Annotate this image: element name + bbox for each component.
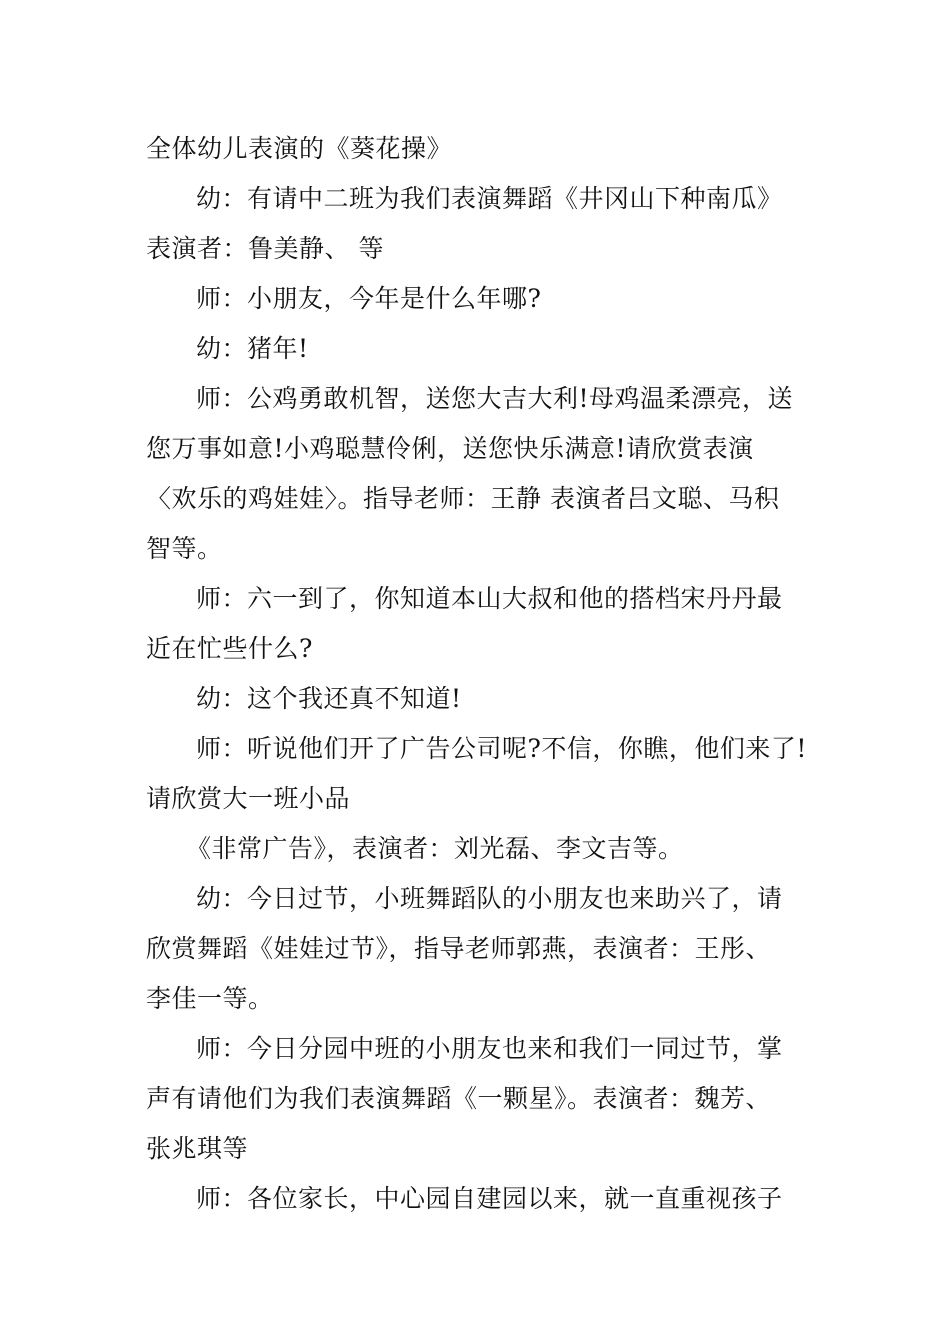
text-line-4: 师：小朋友，今年是什么年哪? — [196, 284, 542, 313]
text-line-15: 《非常广告》，表演者：刘光磊、李文吉等。 — [186, 834, 684, 863]
text-line-7: 您万事如意!小鸡聪慧伶俐，送您快乐满意!请欣赏表演 — [146, 434, 754, 463]
text-line-3: 表演者：鲁美静、 等 — [146, 234, 384, 263]
text-line-16: 幼：今日过节，小班舞蹈队的小朋友也来助兴了，请 — [196, 884, 783, 913]
text-line-20: 声有请他们为我们表演舞蹈《一颗星》。表演者：魏芳、 — [146, 1084, 772, 1113]
text-line-14: 请欣赏大一班小品 — [146, 784, 351, 813]
text-line-10: 师：六一到了，你知道本山大叔和他的搭档宋丹丹最 — [196, 584, 783, 613]
text-line-6: 师：公鸡勇敢机智，送您大吉大利!母鸡温柔漂亮，送 — [196, 384, 794, 413]
text-line-19: 师：今日分园中班的小朋友也来和我们一同过节，掌 — [196, 1034, 783, 1063]
text-line-8: 〈欢乐的鸡娃娃〉。指导老师：王静 表演者吕文聪、马积 — [146, 484, 780, 513]
text-line-22: 师：各位家长，中心园自建园以来，就一直重视孩子 — [196, 1184, 783, 1213]
text-line-13: 师：听说他们开了广告公司呢?不信，你瞧，他们来了! — [196, 734, 807, 763]
text-line-5: 幼：猪年! — [196, 334, 309, 363]
text-line-18: 李佳一等。 — [146, 984, 274, 1013]
text-line-17: 欣赏舞蹈《娃娃过节》，指导老师郭燕，表演者：王彤、 — [146, 934, 772, 963]
text-line-9: 智等。 — [146, 534, 223, 563]
text-line-21: 张兆琪等 — [146, 1134, 249, 1163]
text-line-11: 近在忙些什么? — [146, 634, 313, 663]
text-line-12: 幼：这个我还真不知道! — [196, 684, 462, 713]
document-body — [146, 124, 811, 1224]
text-line-1: 全体幼儿表演的《葵花操》 — [146, 134, 453, 163]
text-line-2: 幼：有请中二班为我们表演舞蹈《井冈山下种南瓜》 — [196, 184, 783, 213]
